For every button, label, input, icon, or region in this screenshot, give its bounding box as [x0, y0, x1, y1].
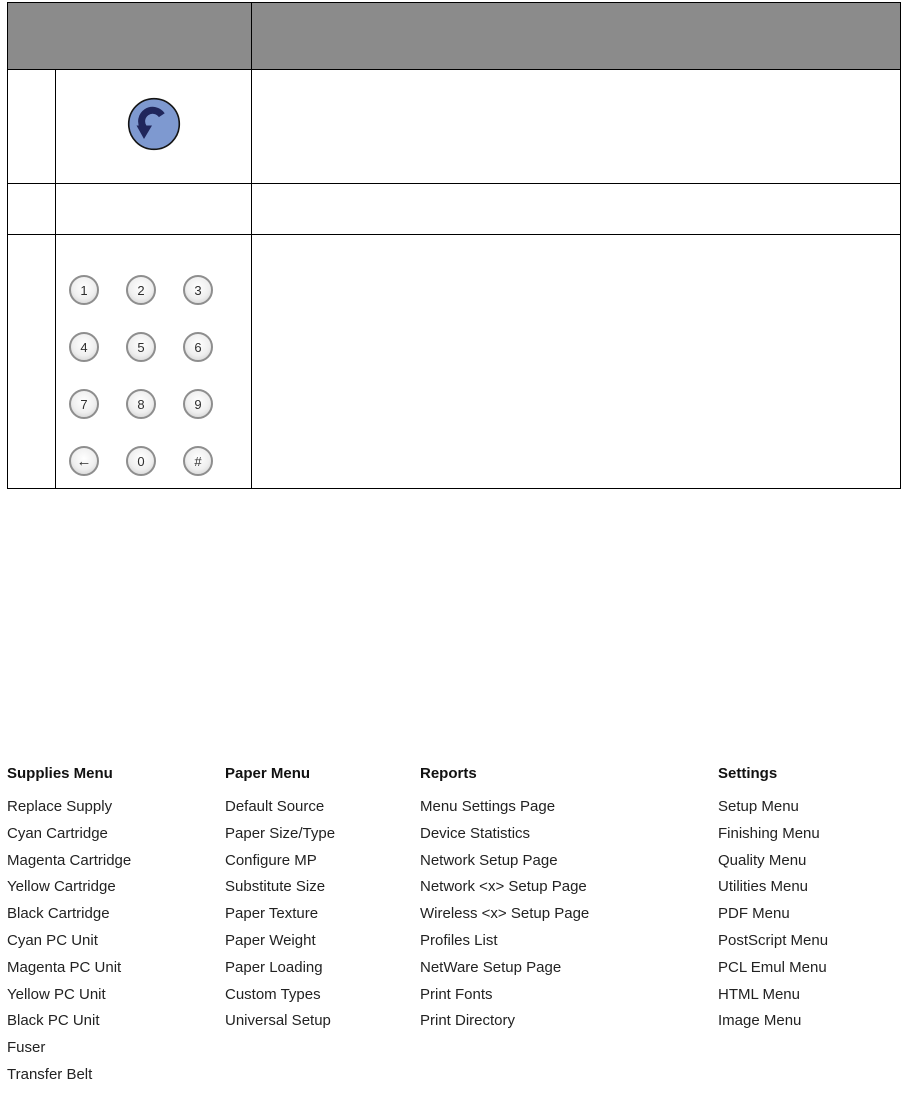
menu-item: Magenta PC Unit: [7, 958, 122, 976]
menu-item: Profiles List: [420, 931, 498, 949]
menu-item: Device Statistics: [420, 824, 531, 842]
menu-item: PCL Emul Menu: [718, 958, 827, 976]
menu-item: Configure MP: [225, 851, 317, 869]
menu-title-settings: Settings: [718, 765, 778, 782]
menu-item: Cyan Cartridge: [7, 824, 108, 842]
keypad-key-7: 7: [69, 389, 99, 419]
row-number-cell: [8, 235, 56, 489]
menu-item: Paper Size/Type: [225, 824, 336, 842]
menu-item: Print Fonts: [420, 985, 493, 1003]
menu-item: Default Source: [225, 798, 325, 815]
menu-item: Quality Menu: [718, 851, 807, 869]
keypad-key-4: 4: [69, 332, 99, 362]
menu-item: Utilities Menu: [718, 878, 809, 896]
menu-map: [7, 760, 901, 1089]
table-header-left: [8, 3, 252, 70]
menu-item: Cyan PC Unit: [7, 931, 98, 949]
menu-item: Image Menu: [718, 1012, 802, 1030]
menu-item: Yellow PC Unit: [7, 985, 106, 1003]
menu-item: PostScript Menu: [718, 931, 829, 949]
menu-item: Paper Weight: [225, 931, 316, 949]
table-header-row: [8, 3, 901, 70]
keypad-key-9: 9: [183, 389, 213, 419]
keypad-key-5: 5: [126, 332, 156, 362]
keypad-key-3: 3: [183, 275, 213, 305]
menu-item: Black PC Unit: [7, 1012, 100, 1030]
table-row-keypad: [8, 235, 901, 489]
menu-item: Yellow Cartridge: [7, 878, 116, 896]
menu-item: Menu Settings Page: [420, 798, 556, 815]
row-description-cell: [252, 184, 901, 235]
numeric-keypad: [56, 235, 251, 476]
menu-title-paper: Paper Menu: [225, 765, 311, 782]
menu-item: Network <x> Setup Page: [420, 878, 587, 896]
menu-column-settings: [718, 760, 901, 1089]
row-number-cell: [8, 184, 56, 235]
keypad-cell: [56, 235, 252, 489]
keypad-key-8: 8: [126, 389, 156, 419]
menu-item: Network Setup Page: [420, 851, 558, 869]
menu-item: Substitute Size: [225, 878, 326, 896]
menu-item: Black Cartridge: [7, 905, 110, 923]
keypad-key-1: 1: [69, 275, 99, 305]
menu-item: Transfer Belt: [7, 1065, 93, 1083]
back-button-cell: [56, 70, 252, 184]
menu-title-supplies: Supplies Menu: [7, 765, 113, 782]
menu-item: Replace Supply: [7, 798, 113, 815]
menu-item: Print Directory: [420, 1012, 516, 1030]
row-icon-cell: [56, 184, 252, 235]
menu-item: Custom Types: [225, 985, 321, 1003]
keypad-key-2: 2: [126, 275, 156, 305]
menu-item: NetWare Setup Page: [420, 958, 562, 976]
menu-item: Universal Setup: [225, 1012, 331, 1030]
menu-item: PDF Menu: [718, 905, 790, 923]
menu-item: Setup Menu: [718, 798, 799, 815]
row-description-cell: [252, 70, 901, 184]
menu-column-supplies: [7, 760, 225, 1089]
keypad-key-0: 0: [126, 446, 156, 476]
menu-item: Magenta Cartridge: [7, 851, 132, 869]
menu-title-reports: Reports: [420, 765, 477, 782]
row-number-cell: [8, 70, 56, 184]
menu-item: Fuser: [7, 1039, 46, 1057]
table-header-right: [252, 3, 901, 70]
back-arrow-icon: [127, 97, 181, 151]
keypad-pound-key: #: [183, 446, 213, 476]
row-description-cell: [252, 235, 901, 489]
menu-item: HTML Menu: [718, 985, 800, 1003]
keypad-backspace-key: ←: [69, 446, 99, 476]
table-row-empty: [8, 184, 901, 235]
menu-item: Paper Texture: [225, 905, 319, 923]
keypad-key-6: 6: [183, 332, 213, 362]
control-panel-table: [7, 2, 901, 489]
menu-column-paper: [225, 760, 420, 1089]
menu-item: Finishing Menu: [718, 824, 820, 842]
table-row-back-button: [8, 70, 901, 184]
menu-item: Wireless <x> Setup Page: [420, 905, 590, 923]
menu-column-reports: [420, 760, 718, 1089]
menu-item: Paper Loading: [225, 958, 323, 976]
